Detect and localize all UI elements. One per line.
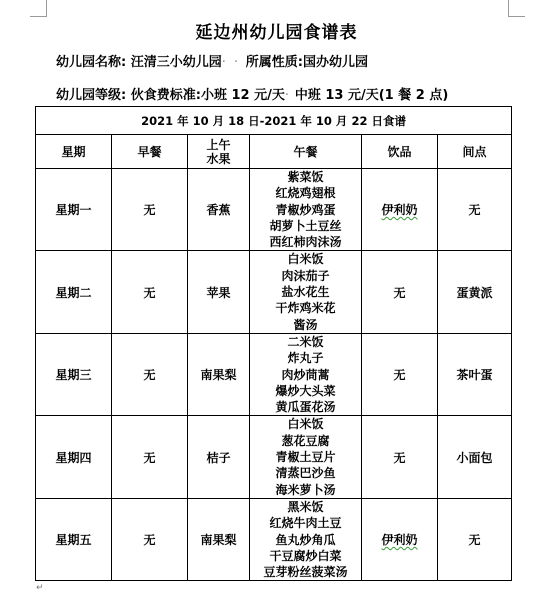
- lunch-item: 黑米饭: [287, 499, 324, 514]
- lunch-item: 青椒土豆片: [275, 450, 336, 465]
- lunch-item: 西红柿肉沫汤: [269, 235, 342, 250]
- header-snack-text: 间点: [462, 144, 487, 159]
- lunch-item: 二米饭: [287, 334, 324, 349]
- lunch-cell: [250, 498, 362, 580]
- date-range-cell: [36, 107, 512, 135]
- header-breakfast-text: 早餐: [137, 144, 162, 159]
- nature-label: 所属性质:: [245, 55, 303, 70]
- snack-cell: 茶叶蛋: [438, 333, 512, 415]
- document-title: 延边州幼儿园食谱表: [195, 23, 358, 43]
- header-fruit-line1: 上午: [206, 137, 231, 152]
- lunch-item: 黄瓜蛋花汤: [275, 400, 336, 415]
- lunch-item: 清蒸巴沙鱼: [275, 466, 336, 481]
- lunch-item: 白米饭: [287, 417, 324, 432]
- drink-cell: [362, 169, 438, 251]
- kindergarten-name-value: 汪清三小幼儿园: [130, 55, 222, 70]
- table-row: [36, 333, 512, 415]
- breakfast-cell: 无: [112, 169, 188, 251]
- day-cell: 星期四: [36, 416, 112, 498]
- header-lunch: [250, 135, 362, 169]
- lunch-cell: [250, 169, 362, 251]
- fruit-cell: 桔子: [188, 416, 250, 498]
- lunch-item: 爆炒大头菜: [275, 383, 336, 398]
- lunch-item: 肉炒茼蒿: [281, 367, 330, 382]
- header-lunch-text: 午餐: [293, 144, 318, 159]
- crop-mark-top-right: [508, 0, 525, 17]
- fruit-cell: 苹果: [188, 251, 250, 333]
- header-drink-text: 饮品: [387, 144, 412, 159]
- drink-text: 伊利奶: [381, 203, 418, 218]
- kindergarten-name-label: 幼儿园名称:: [56, 55, 127, 70]
- fruit-cell: 香蕉: [188, 169, 250, 251]
- lunch-item: 盐水花生: [281, 285, 330, 300]
- header-row: [36, 135, 512, 169]
- header-fruit-line2: 水果: [206, 151, 231, 166]
- table-row: [36, 416, 512, 498]
- info-line-name: [56, 51, 368, 70]
- spacer: ·: [284, 88, 291, 103]
- breakfast-cell: 无: [112, 333, 188, 415]
- header-day: [36, 135, 112, 169]
- lunch-item: 红烧鸡翅根: [275, 186, 336, 201]
- day-cell: 星期一: [36, 169, 112, 251]
- grade-label: 幼儿园等级:: [56, 88, 127, 103]
- header-day-text: 星期: [61, 144, 86, 159]
- fee-middle-class: 中班 13 元/天(1 餐 2 点): [294, 88, 449, 103]
- fee-small-class: 小班 12 元/天: [200, 88, 285, 103]
- table-row: [36, 251, 512, 333]
- lunch-cell: [250, 251, 362, 333]
- snack-cell: 小面包: [438, 416, 512, 498]
- day-cell: 星期二: [36, 251, 112, 333]
- lunch-item: 炸丸子: [287, 351, 324, 366]
- lunch-item: 红烧牛肉土豆: [269, 516, 342, 531]
- fruit-cell: 南果梨: [188, 498, 250, 580]
- day-cell: 星期五: [36, 498, 112, 580]
- nature-value: 国办幼儿园: [302, 55, 368, 70]
- paragraph-mark: ↵: [36, 583, 44, 593]
- header-breakfast: [112, 135, 188, 169]
- drink-text: 伊利奶: [381, 533, 418, 548]
- lunch-item: 干豆腐炒白菜: [269, 548, 342, 563]
- lunch-cell: [250, 333, 362, 415]
- menu-table: [35, 106, 512, 581]
- header-snack: [438, 135, 512, 169]
- lunch-item: 酱汤: [293, 317, 318, 332]
- breakfast-cell: 无: [112, 416, 188, 498]
- spacer: · ·: [221, 55, 241, 70]
- fruit-cell: 南果梨: [188, 333, 250, 415]
- lunch-item: 海米萝卜汤: [275, 482, 336, 497]
- lunch-cell: [250, 416, 362, 498]
- breakfast-cell: 无: [112, 498, 188, 580]
- lunch-item: 紫菜饭: [287, 170, 324, 184]
- lunch-item: 葱花豆腐: [281, 433, 330, 448]
- info-line-fee: [56, 84, 448, 103]
- fee-label: 伙食费标准:: [130, 88, 201, 103]
- snack-cell: 无: [438, 498, 512, 580]
- lunch-item: 青椒炒鸡蛋: [275, 202, 336, 217]
- crop-mark-top-left: [30, 0, 47, 17]
- day-cell: 星期三: [36, 333, 112, 415]
- header-drink: [362, 135, 438, 169]
- drink-cell: [362, 498, 438, 580]
- snack-cell: 无: [438, 169, 512, 251]
- snack-cell: 蛋黄派: [438, 251, 512, 333]
- lunch-item: 豆芽粉丝菠菜汤: [263, 565, 348, 580]
- lunch-item: 干炸鸡米花: [275, 301, 336, 316]
- table-row: [36, 498, 512, 580]
- lunch-item: 肉沫茄子: [281, 268, 330, 283]
- lunch-item: 胡萝卜土豆丝: [269, 218, 342, 233]
- drink-cell: 无: [362, 251, 438, 333]
- drink-cell: 无: [362, 333, 438, 415]
- header-fruit: [188, 135, 250, 169]
- breakfast-cell: 无: [112, 251, 188, 333]
- table-row: [36, 169, 512, 251]
- lunch-item: 白米饭: [287, 252, 324, 267]
- lunch-item: 鱼丸炒角瓜: [275, 532, 336, 547]
- date-range-row: [36, 107, 512, 135]
- drink-cell: 无: [362, 416, 438, 498]
- date-range-text: 2021 年 10 月 18 日-2021 年 10 月 22 日食谱: [141, 113, 406, 128]
